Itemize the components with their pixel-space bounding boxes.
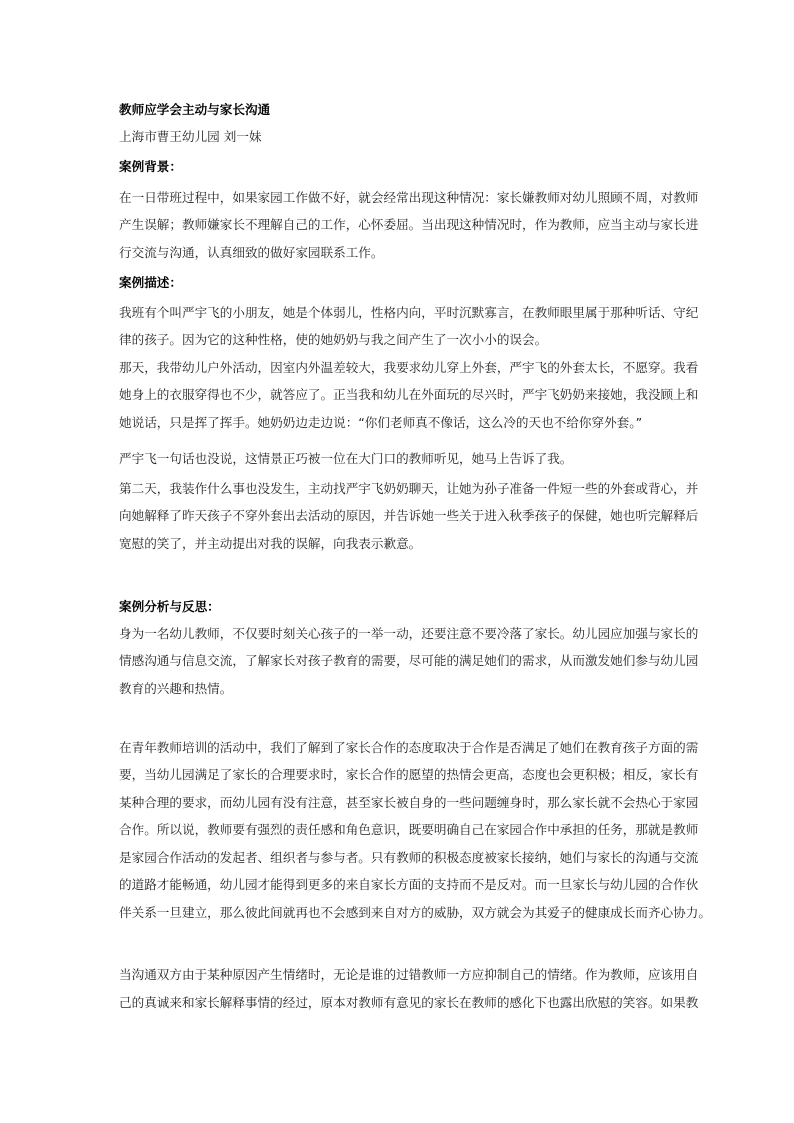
- paragraph-line: 向她解释了昨天孩子不穿外套出去活动的原因，并告诉她一些关于进入秋季孩子的保健，她也听完解释后: [119, 508, 699, 523]
- paragraph-line: 己的真诚来和家长解释事情的经过，原本对教师有意见的家长在教师的感化下也露出欣慰的笑容。如果教: [119, 995, 699, 1010]
- paragraph-line: 情感沟通与信息交流，了解家长对孩子教育的需要，尽可能的满足她们的需求，从而激发她们参与幼儿园: [119, 653, 699, 668]
- paragraph-line: 在青年教师培训的活动中，我们了解到了家长合作的态度取决于合作是否满足了她们在教育孩子方面的需: [119, 740, 699, 755]
- paragraph-line: 身为一名幼儿教师，不仅要时刻关心孩子的一举一动，还要注意不要冷落了家长。幼儿园应加强与家长的: [119, 626, 699, 641]
- paragraph-line: 行交流与沟通，认真细致的做好家园联系工作。: [119, 245, 384, 260]
- paragraph-line: 伴关系一旦建立，那么彼此间就再也不会感到来自对方的威胁，双方就会为其爱子的健康成长而齐心协力。: [119, 905, 711, 920]
- section-heading: 案例背景：: [119, 159, 182, 174]
- paragraph-line: 的道路才能畅通，幼儿园才能得到更多的来自家长方面的支持而不是反对。而一旦家长与幼儿园的合作伙: [119, 877, 699, 892]
- document-author: 上海市曹王幼儿园 刘一妹: [119, 129, 262, 144]
- paragraph-line: 某种合理的要求，而幼儿园有没有注意，甚至家长被自身的一些问题缠身时，那么家长就不会热心于家园: [119, 795, 699, 810]
- section-heading: 案例分析与反思：: [119, 599, 220, 614]
- paragraph-line: 我班有个叫严宇飞的小朋友，她是个体弱儿，性格内向，平时沉默寡言，在教师眼里属于那种听话、守纪: [119, 305, 699, 320]
- paragraph-line: 教育的兴趣和热情。: [119, 681, 233, 696]
- paragraph-line: 合作。所以说，教师要有强烈的责任感和角色意识，既要明确自己在家园合作中承担的任务，那就是教师: [119, 822, 699, 837]
- paragraph-line: 那天，我带幼儿户外活动，因室内外温差较大，我要求幼儿穿上外套，严宇飞的外套太长，不愿穿。我看: [119, 360, 699, 375]
- paragraph-line: 她身上的衣服穿得也不少，就答应了。正当我和幼儿在外面玩的尽兴时，严宇飞奶奶来接她，我没顾上和: [119, 387, 699, 402]
- paragraph-line: 律的孩子。因为它的这种性格，使的她奶奶与我之间产生了一次小小的误会。: [119, 332, 548, 347]
- document-title: 教师应学会主动与家长沟通: [119, 102, 271, 117]
- paragraph-line: 宽慰的笑了，并主动提出对我的误解，向我表示歉意。: [119, 536, 422, 551]
- paragraph-line: 是家园合作活动的发起者、组织者与参与者。只有教师的积极态度被家长接纳，她们与家长的沟通与交流: [119, 850, 699, 865]
- paragraph-line: 当沟通双方由于某种原因产生情绪时，无论是谁的过错教师一方应抑制自己的情绪。作为教师，应该用自: [119, 967, 699, 982]
- paragraph-line: 在一日带班过程中，如果家园工作做不好，就会经常出现这种情况：家长嫌教师对幼儿照顾不周，对教师: [119, 190, 699, 205]
- paragraph-line: 她说话，只是挥了挥手。她奶奶边走边说：“你们老师真不像话，这么冷的天也不给你穿外套。”: [119, 415, 643, 430]
- section-heading: 案例描述：: [119, 275, 182, 290]
- paragraph-line: 要，当幼儿园满足了家长的合理要求时，家长合作的愿望的热情会更高，态度也会更积极；相反，家长有: [119, 767, 699, 782]
- paragraph-line: 第二天，我装作什么事也没发生，主动找严宇飞奶奶聊天，让她为孙子准备一件短一些的外套或背心，并: [119, 481, 699, 496]
- paragraph-line: 产生误解；教师嫌家长不理解自己的工作，心怀委屈。当出现这种情况时，作为教师，应当主动与家长进: [119, 217, 699, 232]
- paragraph-line: 严宇飞一句话也没说，这情景正巧被一位在大门口的教师听见，她马上告诉了我。: [119, 451, 573, 466]
